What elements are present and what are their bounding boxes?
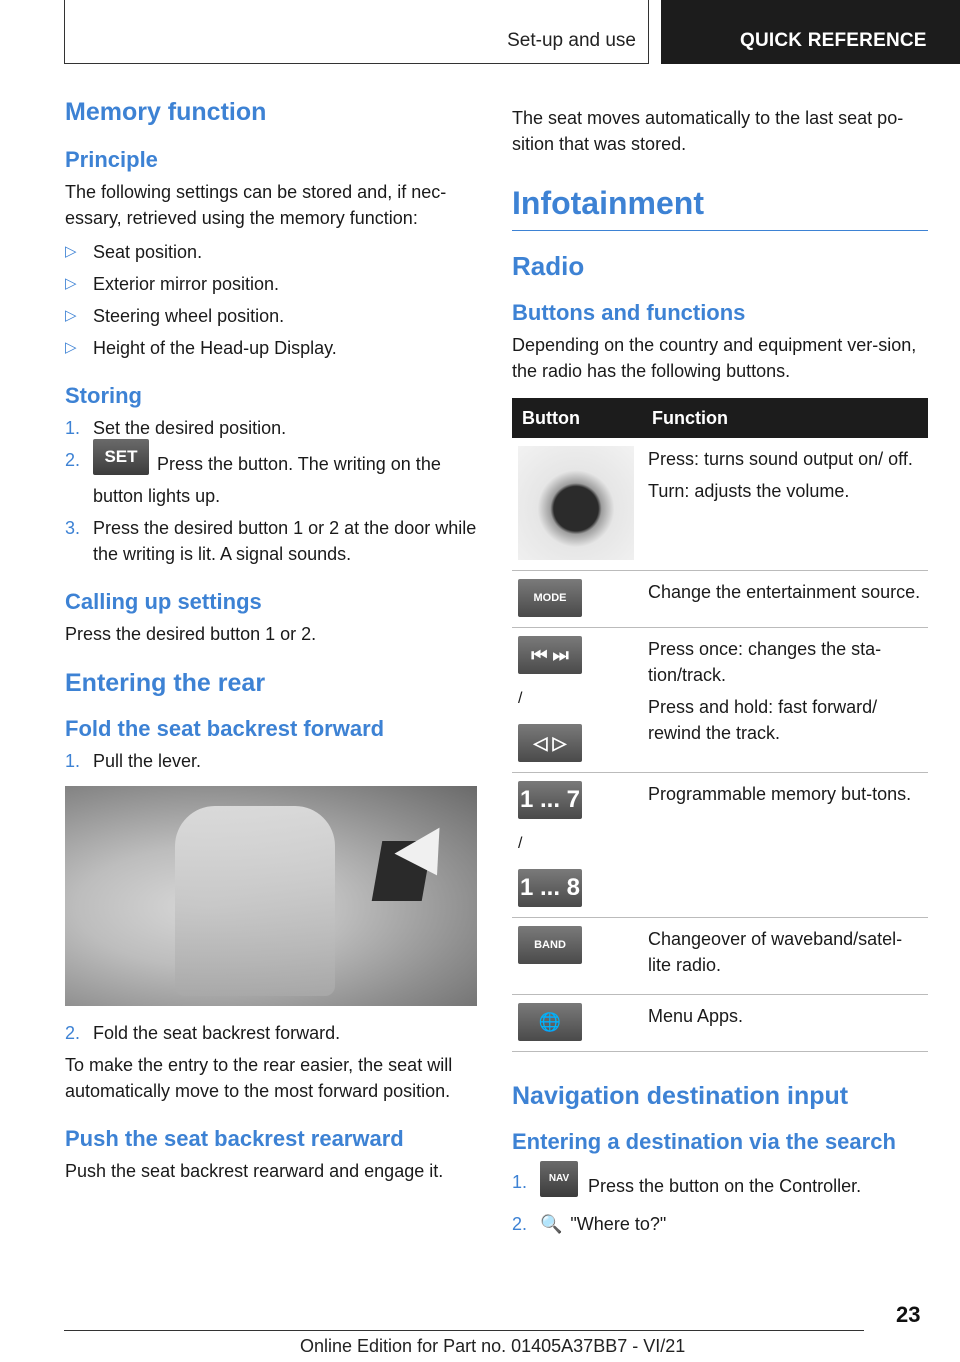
fold-forward-heading: Fold the seat backrest forward [65, 716, 385, 741]
header-chapter-box [661, 0, 960, 64]
buttons-text: Depending on the country and equipment ver-sion, the radio has the following buttons. [512, 335, 917, 381]
header-section-title: Set-up and use [507, 30, 636, 51]
navigation-heading: Navigation destination input [512, 1082, 849, 1110]
table-row: 1 ... 7 / 1 ... 8 Programmable memory but-tons. [512, 773, 928, 918]
principle-heading: Principle [65, 147, 158, 172]
list-item: 2. 🔍 "Where to?" [512, 1214, 667, 1234]
fold-steps [65, 748, 477, 774]
arrow-buttons-icon: ◁ ▷ [518, 724, 582, 762]
set-button-icon: SET [93, 439, 149, 475]
left-column [65, 98, 477, 1184]
list-item: ▷ Seat position. [65, 239, 477, 265]
search-icon: 🔍 [540, 1214, 563, 1234]
band-button-icon: BAND [518, 926, 582, 964]
list-item: 2. SET Press the button. The writing on the button lights up. [65, 447, 477, 509]
table-row: 🌐 Menu Apps. [512, 995, 928, 1052]
memory-buttons-8-icon: 1 ... 8 [518, 869, 582, 907]
table-row: MODE Change the entertainment source. [512, 571, 928, 628]
header-chapter-title: QUICK REFERENCE [740, 30, 927, 51]
fold-text: To make the entry to the rear easier, the seat will automatically move to the most forward position. [65, 1055, 453, 1101]
right-column [512, 105, 928, 1259]
principle-text: The following settings can be stored and, if nec-essary, retrieved using the memory function: [65, 182, 447, 228]
radio-heading: Radio [512, 251, 585, 281]
page-number: 23 [896, 1302, 921, 1327]
principle-list [65, 239, 477, 361]
apps-icon: 🌐 [518, 1003, 582, 1041]
seat-lever-photo [65, 786, 477, 1006]
calling-up-heading: Calling up settings [65, 589, 262, 614]
search-destination-heading: Entering a destination via the search [512, 1129, 896, 1154]
nav-button-icon: NAV [540, 1161, 578, 1197]
list-item: ▷ Steering wheel position. [65, 303, 477, 329]
table-header-function: Function [642, 398, 928, 438]
skip-buttons-icon: ⏮ ⏭ [518, 636, 582, 674]
storing-heading: Storing [65, 383, 142, 408]
table-row: BAND Changeover of waveband/satel-lite radio. [512, 918, 928, 995]
table-header-button: Button [512, 398, 642, 438]
list-item: ▷ Height of the Head-up Display. [65, 335, 477, 361]
list-item: ▷ Exterior mirror position. [65, 271, 477, 297]
infotainment-heading: Infotainment [512, 185, 928, 231]
table-row: Press: turns sound output on/ off. Turn: adjusts the volume. [512, 438, 928, 571]
entering-rear-heading: Entering the rear [65, 669, 266, 697]
nav-steps [512, 1169, 928, 1237]
footer-edition: Online Edition for Part no. 01405A37BB7 - VI/21 [300, 1336, 686, 1356]
list-item: 2. Fold the seat backrest forward. [65, 1023, 341, 1043]
list-item: 1. Pull the lever. [65, 751, 202, 771]
mode-button-icon: MODE [518, 579, 582, 617]
memory-function-heading: Memory function [65, 98, 267, 126]
push-text: Push the seat backrest rearward and engage it. [65, 1161, 444, 1181]
footer-divider [64, 1330, 864, 1331]
volume-knob-icon [518, 446, 634, 560]
storing-steps [65, 415, 477, 567]
fold-steps-2 [65, 1020, 477, 1046]
list-item: 1. NAV Press the button on the Controller. [512, 1169, 928, 1205]
seat-shape [175, 806, 335, 996]
buttons-functions-heading: Buttons and functions [512, 300, 746, 325]
calling-up-text: Press the desired button 1 or 2. [65, 624, 317, 644]
list-item: 1. Set the desired position. [65, 418, 287, 438]
seat-moves-text: The seat moves automatically to the last seat po-sition that was stored. [512, 108, 904, 154]
radio-buttons-table [512, 398, 928, 1052]
table-row: ⏮ ⏭ / ◁ ▷ Press once: changes the sta-tion/track. Press and hold: fast forward/ rewind the track. [512, 628, 928, 773]
push-rearward-heading: Push the seat backrest rearward [65, 1126, 404, 1151]
memory-buttons-7-icon: 1 ... 7 [518, 781, 582, 819]
list-item: 3. Press the desired button 1 or 2 at the door while the writing is lit. A signal sounds. [65, 518, 477, 564]
header-section-box [64, 0, 649, 64]
